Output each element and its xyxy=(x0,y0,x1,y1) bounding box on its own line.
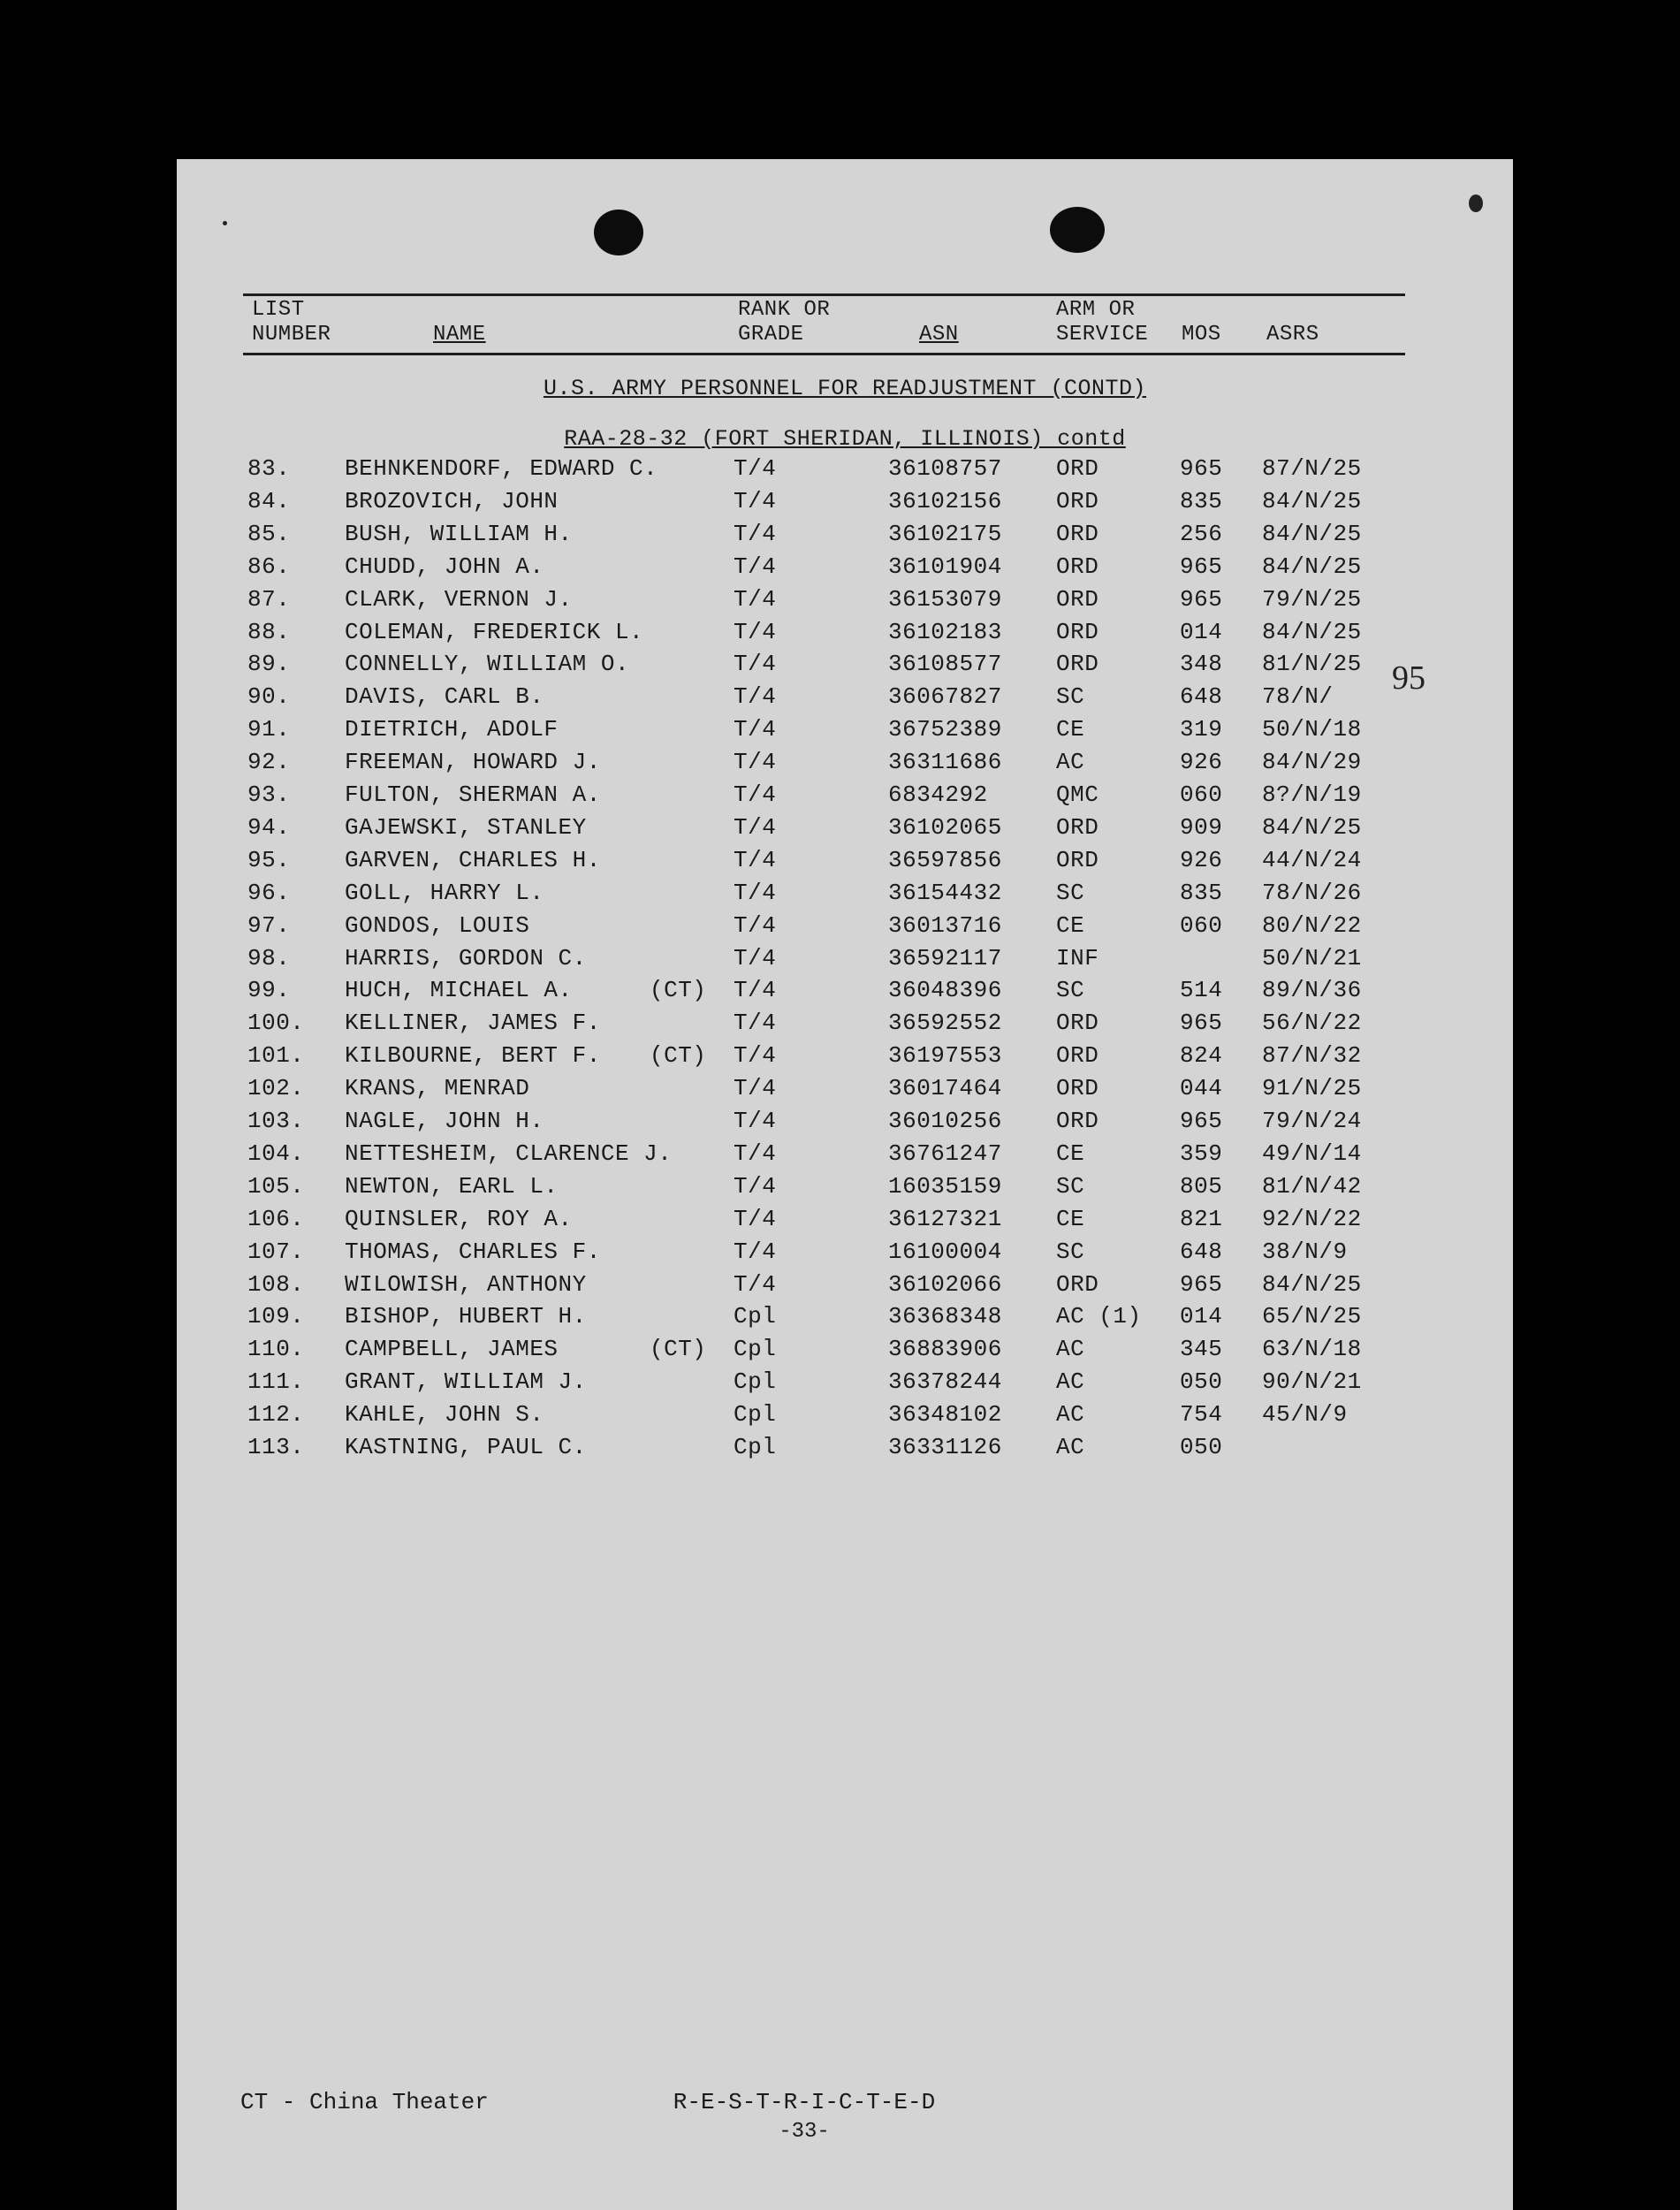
rank-grade: T/4 xyxy=(734,1139,777,1167)
list-number: 106. xyxy=(247,1205,305,1232)
person-name: NAGLE, JOHN H. xyxy=(345,1108,544,1134)
rank-grade: Cpl xyxy=(734,1336,777,1363)
arm-service: AC xyxy=(1056,1368,1085,1396)
table-row xyxy=(177,810,1513,845)
arm-service: AC xyxy=(1056,1336,1085,1363)
mos-code: 965 xyxy=(1180,585,1223,613)
arm-service: AC xyxy=(1056,1401,1085,1429)
asn-number: 36102066 xyxy=(888,1270,1002,1298)
mos-code: 824 xyxy=(1180,1042,1223,1070)
page-speck xyxy=(223,221,227,225)
footer-legend: CT - China Theater xyxy=(240,2089,489,2115)
list-number: 108. xyxy=(247,1270,305,1298)
asn-number: 36067827 xyxy=(888,683,1002,711)
person-name: NEWTON, EARL L. xyxy=(345,1172,559,1200)
list-number: 112. xyxy=(247,1401,305,1429)
asrs-score: 87/N/32 xyxy=(1262,1042,1362,1070)
asn-number: 16100004 xyxy=(888,1238,1002,1265)
asn-number: 36102156 xyxy=(888,487,1002,514)
arm-service: ORD xyxy=(1056,585,1099,613)
list-number: 87. xyxy=(247,585,291,613)
person-name: WILOWISH, ANTHONY xyxy=(345,1270,587,1298)
asn-number: 36102175 xyxy=(888,520,1002,547)
arm-service: ORD xyxy=(1056,487,1099,514)
asrs-score: 56/N/22 xyxy=(1262,1010,1362,1037)
asrs-score: 38/N/9 xyxy=(1262,1238,1348,1265)
person-name: GRANT, WILLIAM J. xyxy=(345,1368,587,1396)
table-row xyxy=(177,1299,1513,1334)
mos-code: 835 xyxy=(1180,487,1223,514)
rank-grade: T/4 xyxy=(734,683,777,711)
rank-grade: T/4 xyxy=(734,1042,777,1070)
asn-number: 36013716 xyxy=(888,911,1002,939)
header-mos: MOS xyxy=(1182,323,1221,347)
asn-number: 36102065 xyxy=(888,813,1002,841)
person-name: FULTON, SHERMAN A. xyxy=(345,781,601,808)
person-name: KAHLE, JOHN S. xyxy=(345,1401,544,1429)
table-row xyxy=(177,679,1513,714)
theater-note: (CT) xyxy=(650,977,707,1004)
arm-service: ORD xyxy=(1056,455,1099,482)
person-name: BROZOVICH, JOHN xyxy=(345,487,559,514)
table-row xyxy=(177,1397,1513,1432)
list-number: 86. xyxy=(247,552,291,580)
rank-grade: T/4 xyxy=(734,911,777,939)
mos-code: 648 xyxy=(1180,1238,1223,1265)
person-name: THOMAS, CHARLES F. xyxy=(345,1238,601,1265)
mos-code: 319 xyxy=(1180,716,1223,743)
page-speck xyxy=(1469,194,1483,212)
table-row xyxy=(177,1103,1513,1139)
person-name: CONNELLY, WILLIAM O. xyxy=(345,651,630,678)
mos-code: 348 xyxy=(1180,651,1223,678)
asrs-score: 84/N/25 xyxy=(1262,520,1362,547)
table-row xyxy=(177,451,1513,486)
rank-grade: T/4 xyxy=(734,1270,777,1298)
mos-code: 909 xyxy=(1180,813,1223,841)
table-row xyxy=(177,1429,1513,1465)
rank-grade: T/4 xyxy=(734,1205,777,1232)
arm-service: SC xyxy=(1056,1238,1085,1265)
asrs-score: 78/N/26 xyxy=(1262,879,1362,906)
rank-grade: T/4 xyxy=(734,1010,777,1037)
asn-number: 36378244 xyxy=(888,1368,1002,1396)
asrs-score: 50/N/18 xyxy=(1262,716,1362,743)
arm-service: ORD xyxy=(1056,1010,1099,1037)
list-number: 92. xyxy=(247,749,291,776)
table-row xyxy=(177,842,1513,878)
asrs-score: 63/N/18 xyxy=(1262,1336,1362,1363)
asrs-score: 79/N/25 xyxy=(1262,585,1362,613)
mos-code: 965 xyxy=(1180,552,1223,580)
arm-service: INF xyxy=(1056,944,1099,972)
mos-code: 965 xyxy=(1180,1108,1223,1134)
mos-code: 821 xyxy=(1180,1205,1223,1232)
table-row xyxy=(177,582,1513,617)
arm-service: AC xyxy=(1056,1434,1085,1460)
document-subtitle: RAA-28-32 (FORT SHERIDAN, ILLINOIS) contd xyxy=(564,426,1126,452)
asrs-score: 84/N/25 xyxy=(1262,813,1362,841)
rank-grade: Cpl xyxy=(734,1401,777,1429)
table-row xyxy=(177,1136,1513,1171)
arm-service: CE xyxy=(1056,1139,1085,1167)
asn-number: 36048396 xyxy=(888,977,1002,1004)
punch-hole xyxy=(594,210,643,255)
asn-number: 36311686 xyxy=(888,749,1002,776)
arm-service: ORD xyxy=(1056,846,1099,873)
asn-number: 36197553 xyxy=(888,1042,1002,1070)
mos-code: 044 xyxy=(1180,1075,1223,1102)
table-row xyxy=(177,646,1513,682)
mos-code: 926 xyxy=(1180,749,1223,776)
person-name: COLEMAN, FREDERICK L. xyxy=(345,618,644,645)
mos-code: 256 xyxy=(1180,520,1223,547)
person-name: DIETRICH, ADOLF xyxy=(345,716,559,743)
asrs-score: 92/N/22 xyxy=(1262,1205,1362,1232)
mos-code: 359 xyxy=(1180,1139,1223,1167)
mos-code: 965 xyxy=(1180,1010,1223,1037)
asrs-score: 81/N/42 xyxy=(1262,1172,1362,1200)
person-name: CAMPBELL, JAMES xyxy=(345,1336,559,1363)
asrs-score: 65/N/25 xyxy=(1262,1303,1362,1330)
list-number: 88. xyxy=(247,618,291,645)
header-asrs: ASRS xyxy=(1266,323,1319,347)
list-number: 99. xyxy=(247,977,291,1004)
asn-number: 16035159 xyxy=(888,1172,1002,1200)
mos-code: 965 xyxy=(1180,455,1223,482)
asn-number: 36597856 xyxy=(888,846,1002,873)
table-row xyxy=(177,1234,1513,1269)
arm-service: ORD xyxy=(1056,1270,1099,1298)
rank-grade: T/4 xyxy=(734,651,777,678)
list-number: 104. xyxy=(247,1139,305,1167)
arm-service: CE xyxy=(1056,911,1085,939)
list-number: 84. xyxy=(247,487,291,514)
list-number: 96. xyxy=(247,879,291,906)
asrs-score: 91/N/25 xyxy=(1262,1075,1362,1102)
mos-code: 965 xyxy=(1180,1270,1223,1298)
table-row xyxy=(177,484,1513,519)
rank-grade: T/4 xyxy=(734,749,777,776)
asn-number: 36108577 xyxy=(888,651,1002,678)
table-row xyxy=(177,1364,1513,1399)
rank-grade: T/4 xyxy=(734,552,777,580)
table-row xyxy=(177,908,1513,943)
arm-service: AC (1) xyxy=(1056,1303,1142,1330)
list-number: 110. xyxy=(247,1336,305,1363)
asrs-score: 45/N/9 xyxy=(1262,1401,1348,1429)
rank-grade: T/4 xyxy=(734,879,777,906)
person-name: KRANS, MENRAD xyxy=(345,1075,530,1102)
mos-code: 014 xyxy=(1180,1303,1223,1330)
mos-code: 926 xyxy=(1180,846,1223,873)
footer-classification: R-E-S-T-R-I-C-T-E-D xyxy=(673,2089,936,2115)
asn-number: 36592552 xyxy=(888,1010,1002,1037)
asrs-score: 84/N/25 xyxy=(1262,1270,1362,1298)
rank-grade: T/4 xyxy=(734,944,777,972)
arm-service: AC xyxy=(1056,749,1085,776)
table-row xyxy=(177,744,1513,780)
person-name: DAVIS, CARL B. xyxy=(345,683,544,711)
table-row xyxy=(177,1201,1513,1237)
arm-service: SC xyxy=(1056,1172,1085,1200)
header-asn: ASN xyxy=(919,323,959,347)
list-number: 109. xyxy=(247,1303,305,1330)
table-row xyxy=(177,875,1513,911)
asrs-score: 90/N/21 xyxy=(1262,1368,1362,1396)
page-number: -33- xyxy=(779,2120,830,2144)
person-name: HARRIS, GORDON C. xyxy=(345,944,587,972)
person-name: BISHOP, HUBERT H. xyxy=(345,1303,587,1330)
asrs-score: 84/N/25 xyxy=(1262,552,1362,580)
asrs-score: 84/N/29 xyxy=(1262,749,1362,776)
rank-grade: T/4 xyxy=(734,1172,777,1200)
header-rank: RANK OR GRADE xyxy=(738,298,831,347)
person-name: FREEMAN, HOWARD J. xyxy=(345,749,601,776)
asrs-score: 81/N/25 xyxy=(1262,651,1362,678)
person-name: BEHNKENDORF, EDWARD C. xyxy=(345,455,658,482)
asn-number: 36017464 xyxy=(888,1075,1002,1102)
asrs-score: 8?/N/19 xyxy=(1262,781,1362,808)
rank-grade: T/4 xyxy=(734,781,777,808)
mos-code: 514 xyxy=(1180,977,1223,1004)
mos-code: 345 xyxy=(1180,1336,1223,1363)
asn-number: 36592117 xyxy=(888,944,1002,972)
list-number: 102. xyxy=(247,1075,305,1102)
list-number: 89. xyxy=(247,651,291,678)
rank-grade: T/4 xyxy=(734,520,777,547)
rank-grade: T/4 xyxy=(734,455,777,482)
asn-number: 36127321 xyxy=(888,1205,1002,1232)
list-number: 101. xyxy=(247,1042,305,1070)
arm-service: SC xyxy=(1056,683,1085,711)
arm-service: ORD xyxy=(1056,552,1099,580)
asrs-score: 49/N/14 xyxy=(1262,1139,1362,1167)
asn-number: 36348102 xyxy=(888,1401,1002,1429)
mos-code: 050 xyxy=(1180,1434,1223,1460)
asn-number: 36153079 xyxy=(888,585,1002,613)
rank-grade: Cpl xyxy=(734,1434,777,1460)
arm-service: CE xyxy=(1056,1205,1085,1232)
person-name: HUCH, MICHAEL A. xyxy=(345,977,573,1004)
header-name: NAME xyxy=(433,323,486,347)
list-number: 97. xyxy=(247,911,291,939)
asrs-score: 89/N/36 xyxy=(1262,977,1362,1004)
mos-code: 835 xyxy=(1180,879,1223,906)
rank-grade: T/4 xyxy=(734,1238,777,1265)
asn-number: 36102183 xyxy=(888,618,1002,645)
person-name: GARVEN, CHARLES H. xyxy=(345,846,601,873)
mos-code: 014 xyxy=(1180,618,1223,645)
list-number: 85. xyxy=(247,520,291,547)
person-name: BUSH, WILLIAM H. xyxy=(345,520,573,547)
asn-number: 36883906 xyxy=(888,1336,1002,1363)
header-arm: ARM OR SERVICE xyxy=(1056,298,1149,347)
person-name: KELLINER, JAMES F. xyxy=(345,1010,601,1037)
asrs-score: 78/N/ xyxy=(1262,683,1334,711)
arm-service: CE xyxy=(1056,716,1085,743)
asrs-score: 87/N/25 xyxy=(1262,455,1362,482)
asrs-score: 79/N/24 xyxy=(1262,1108,1362,1134)
list-number: 83. xyxy=(247,455,291,482)
rank-grade: T/4 xyxy=(734,618,777,645)
list-number: 113. xyxy=(247,1434,305,1460)
asn-number: 36101904 xyxy=(888,552,1002,580)
asn-number: 36154432 xyxy=(888,879,1002,906)
asrs-score: 84/N/25 xyxy=(1262,487,1362,514)
asn-number: 36010256 xyxy=(888,1108,1002,1134)
rank-grade: T/4 xyxy=(734,585,777,613)
document-title: U.S. ARMY PERSONNEL FOR READJUSTMENT (CONTD) xyxy=(543,376,1147,401)
arm-service: ORD xyxy=(1056,1075,1099,1102)
arm-service: SC xyxy=(1056,977,1085,1004)
asn-number: 36761247 xyxy=(888,1139,1002,1167)
asrs-score: 80/N/22 xyxy=(1262,911,1362,939)
asn-number: 36368348 xyxy=(888,1303,1002,1330)
table-row xyxy=(177,1169,1513,1204)
rank-grade: T/4 xyxy=(734,977,777,1004)
mos-code: 060 xyxy=(1180,781,1223,808)
table-row xyxy=(177,516,1513,552)
arm-service: ORD xyxy=(1056,520,1099,547)
asn-number: 6834292 xyxy=(888,781,988,808)
punch-hole xyxy=(1050,207,1105,253)
arm-service: ORD xyxy=(1056,651,1099,678)
rank-grade: T/4 xyxy=(734,846,777,873)
rank-grade: Cpl xyxy=(734,1368,777,1396)
list-number: 93. xyxy=(247,781,291,808)
person-name: CHUDD, JOHN A. xyxy=(345,552,544,580)
asn-number: 36108757 xyxy=(888,455,1002,482)
list-number: 94. xyxy=(247,813,291,841)
arm-service: ORD xyxy=(1056,618,1099,645)
list-number: 103. xyxy=(247,1108,305,1134)
list-number: 107. xyxy=(247,1238,305,1265)
person-name: CLARK, VERNON J. xyxy=(345,585,573,613)
asrs-score: 50/N/21 xyxy=(1262,944,1362,972)
table-row xyxy=(177,777,1513,812)
asrs-score: 44/N/24 xyxy=(1262,846,1362,873)
list-number: 95. xyxy=(247,846,291,873)
list-number: 111. xyxy=(247,1368,305,1396)
table-row xyxy=(177,1331,1513,1367)
arm-service: ORD xyxy=(1056,1042,1099,1070)
document-page xyxy=(177,159,1513,2210)
list-number: 100. xyxy=(247,1010,305,1037)
header-list-number: LIST NUMBER xyxy=(252,298,331,347)
person-name: GONDOS, LOUIS xyxy=(345,911,530,939)
table-row xyxy=(177,1038,1513,1073)
table-row xyxy=(177,1005,1513,1040)
table-row xyxy=(177,712,1513,747)
person-name: NETTESHEIM, CLARENCE J. xyxy=(345,1139,673,1167)
list-number: 90. xyxy=(247,683,291,711)
mos-code: 060 xyxy=(1180,911,1223,939)
person-name: QUINSLER, ROY A. xyxy=(345,1205,573,1232)
person-name: GOLL, HARRY L. xyxy=(345,879,544,906)
asrs-score: 84/N/25 xyxy=(1262,618,1362,645)
mos-code: 754 xyxy=(1180,1401,1223,1429)
rank-grade: T/4 xyxy=(734,1075,777,1102)
table-row xyxy=(177,972,1513,1008)
person-name: GAJEWSKI, STANLEY xyxy=(345,813,587,841)
list-number: 91. xyxy=(247,716,291,743)
table-row xyxy=(177,549,1513,584)
arm-service: ORD xyxy=(1056,813,1099,841)
theater-note: (CT) xyxy=(650,1336,707,1363)
column-header xyxy=(243,293,1405,355)
table-row xyxy=(177,1071,1513,1106)
person-name: KILBOURNE, BERT F. xyxy=(345,1042,601,1070)
table-row xyxy=(177,614,1513,650)
margin-note: 95 xyxy=(1392,659,1425,697)
rank-grade: Cpl xyxy=(734,1303,777,1330)
list-number: 98. xyxy=(247,944,291,972)
table-row xyxy=(177,941,1513,976)
arm-service: SC xyxy=(1056,879,1085,906)
list-number: 105. xyxy=(247,1172,305,1200)
table-row xyxy=(177,1267,1513,1302)
arm-service: QMC xyxy=(1056,781,1099,808)
person-name: KASTNING, PAUL C. xyxy=(345,1434,587,1460)
theater-note: (CT) xyxy=(650,1042,707,1070)
mos-code: 805 xyxy=(1180,1172,1223,1200)
asn-number: 36752389 xyxy=(888,716,1002,743)
rank-grade: T/4 xyxy=(734,716,777,743)
arm-service: ORD xyxy=(1056,1108,1099,1134)
mos-code: 050 xyxy=(1180,1368,1223,1396)
rank-grade: T/4 xyxy=(734,487,777,514)
rank-grade: T/4 xyxy=(734,813,777,841)
rank-grade: T/4 xyxy=(734,1108,777,1134)
mos-code: 648 xyxy=(1180,683,1223,711)
asn-number: 36331126 xyxy=(888,1434,1002,1460)
